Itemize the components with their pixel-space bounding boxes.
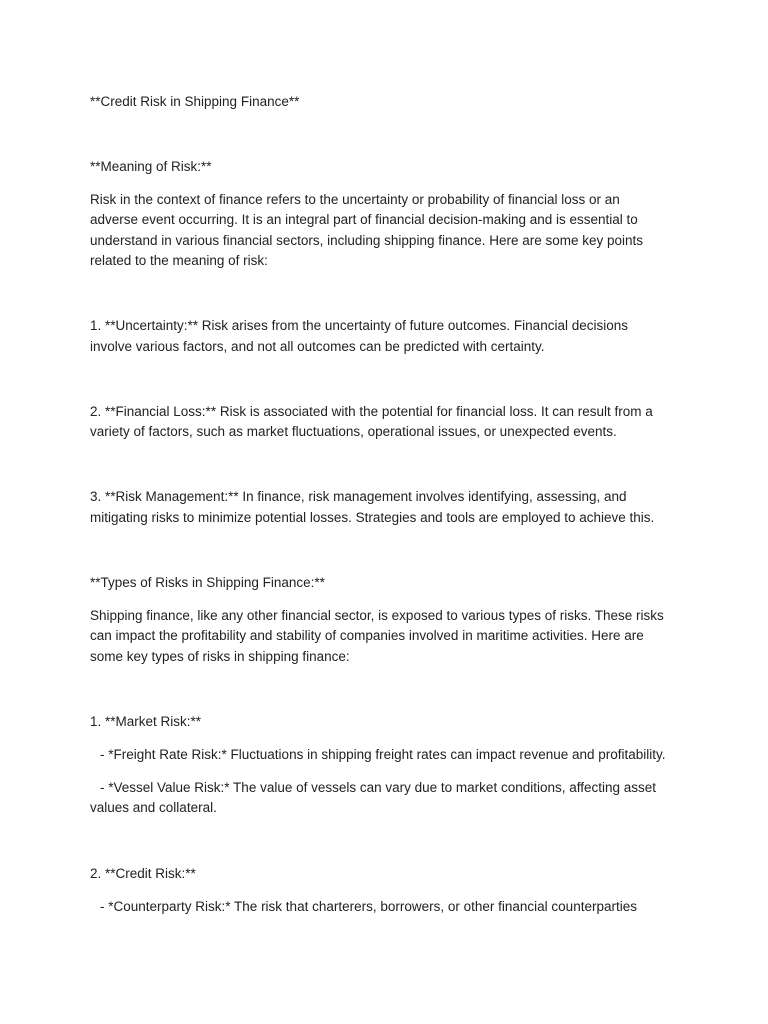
counterparty-risk-item: - *Counterparty Risk:* The risk that charterers, borrowers, or other financial counterparties [100,899,637,914]
document-title: **Credit Risk in Shipping Finance** [90,94,300,109]
meaning-paragraph-line: Risk in the context of finance refers to the uncertainty or probability of financial loss or an [90,192,620,207]
types-paragraph-line: Shipping finance, like any other financial sector, is exposed to various types of risks. These risks [90,608,664,623]
point-uncertainty-line: 1. **Uncertainty:** Risk arises from the uncertainty of future outcomes. Financial decisions [90,318,628,333]
types-paragraph-line: some key types of risks in shipping finance: [90,649,350,664]
point-risk-management-line: 3. **Risk Management:** In finance, risk management involves identifying, assessing, and [90,489,627,504]
vessel-value-risk-item-continued: values and collateral. [90,800,217,815]
types-heading: **Types of Risks in Shipping Finance:** [90,575,325,590]
meaning-paragraph-line: related to the meaning of risk: [90,253,268,268]
market-risk-heading: 1. **Market Risk:** [90,714,202,729]
meaning-paragraph-line: adverse event occurring. It is an integral part of financial decision-making and is essential to [90,212,638,227]
point-risk-management-line: mitigating risks to minimize potential losses. Strategies and tools are employed to achieve this. [90,510,655,525]
credit-risk-heading: 2. **Credit Risk:** [90,866,196,881]
meaning-heading: **Meaning of Risk:** [90,159,212,174]
vessel-value-risk-item: - *Vessel Value Risk:* The value of vessels can vary due to market conditions, affecting asset [100,780,657,795]
types-paragraph-line: can impact the profitability and stability of companies involved in maritime activities. Here are [90,628,644,643]
meaning-paragraph-line: understand in various financial sectors, including shipping finance. Here are some key points [90,233,644,248]
point-financial-loss-line: 2. **Financial Loss:** Risk is associated with the potential for financial loss. It can result from a [90,404,653,419]
point-financial-loss-line: variety of factors, such as market fluctuations, operational issues, or unexpected events. [90,424,617,439]
point-uncertainty-line: involve various factors, and not all outcomes can be predicted with certainty. [90,339,545,354]
freight-rate-risk-item: - *Freight Rate Risk:* Fluctuations in shipping freight rates can impact revenue and profitability. [100,747,666,762]
